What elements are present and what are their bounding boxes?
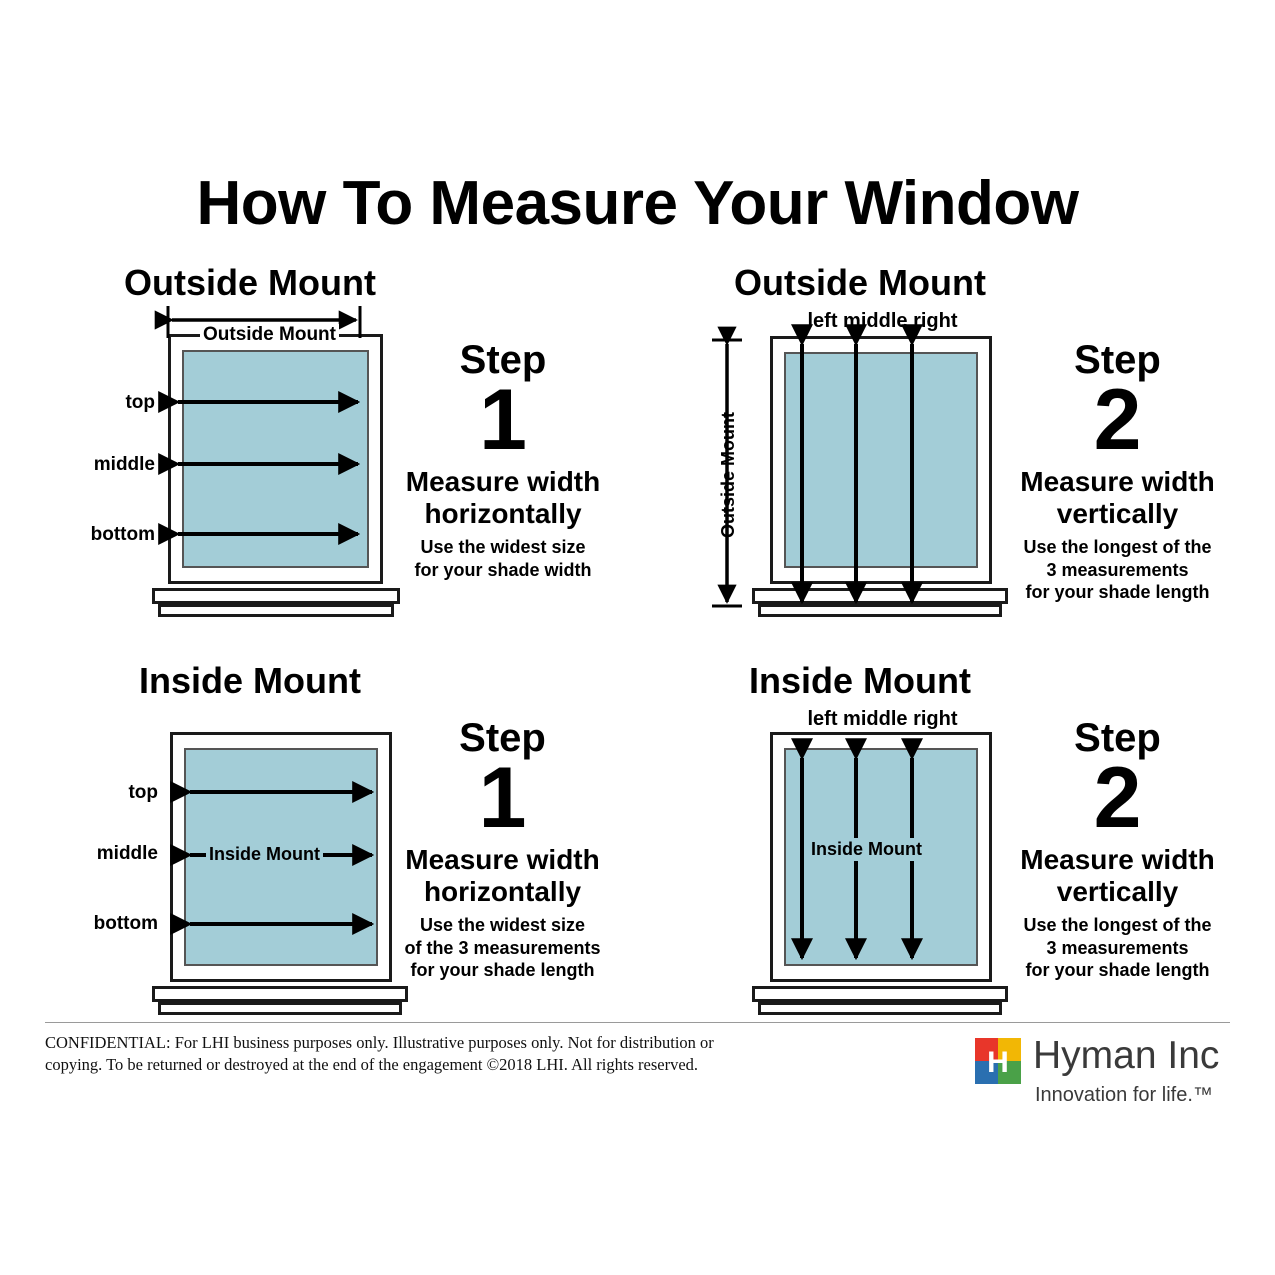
step-note-line2: of the 3 measurements <box>404 937 601 958</box>
page-title: How To Measure Your Window <box>196 169 1079 238</box>
step-word: Step <box>459 338 547 382</box>
caption-outside-step2 <box>985 340 1250 604</box>
inside-mount-dimension-label: Inside Mount <box>808 838 925 861</box>
step-note-line1: Use the widest size <box>420 537 586 558</box>
panel-inside-step2-heading: Inside Mount <box>749 660 971 701</box>
company-tagline: Innovation for life.™ <box>1035 1084 1213 1106</box>
panel-outside-step1-heading: Outside Mount <box>124 262 376 303</box>
step-instruction-line1: Measure width <box>1020 465 1215 497</box>
step-number: 2 <box>1093 750 1142 846</box>
step-instruction-line1: Measure width <box>1020 843 1215 875</box>
outside-mount-dimension-label: Outside Mount <box>200 324 339 346</box>
step-instruction-line2: horizontally <box>424 497 582 529</box>
column-labels: left middle right <box>807 310 958 332</box>
outside-mount-dimension-label: Outside Mount <box>718 412 738 538</box>
hyman-logo-icon <box>975 1038 1021 1084</box>
step-instruction-line1: Measure width <box>405 465 601 497</box>
step-note-line2: for your shade width <box>414 559 592 580</box>
step-instruction-line2: vertically <box>1056 875 1179 907</box>
row-label-top: top <box>128 782 158 803</box>
step-note-line1: Use the longest of the <box>1023 537 1212 558</box>
inside-mount-dimension-label: Inside Mount <box>206 843 323 866</box>
caption-inside-step2 <box>985 718 1250 982</box>
step-word: Step <box>1074 716 1161 760</box>
footer-line1: CONFIDENTIAL: For LHI business purposes only. Illustrative purposes only. Not for distribution or <box>45 1033 714 1052</box>
row-label-middle: middle <box>93 454 155 475</box>
company-logo <box>975 1036 1235 1116</box>
caption-outside-step1 <box>378 340 628 581</box>
panel-inside-step1 <box>60 660 620 1040</box>
panel-inside-step2 <box>660 660 1240 1040</box>
step-note-line2: 3 measurements <box>1046 559 1189 580</box>
company-name: Hyman Inc <box>1033 1034 1220 1077</box>
step-note-line1: Use the widest size <box>419 915 586 936</box>
caption-inside-step1 <box>375 718 630 982</box>
step-number: 1 <box>479 372 527 468</box>
footer-divider <box>45 1022 1230 1023</box>
step-note-line2: 3 measurements <box>1046 937 1189 958</box>
step-note-line3: for your shade length <box>1025 960 1210 981</box>
panel-outside-step2-heading: Outside Mount <box>734 262 986 303</box>
step-word: Step <box>459 716 546 760</box>
svg-text:H: H <box>987 1046 1009 1079</box>
step-number: 1 <box>478 750 527 846</box>
step-number: 2 <box>1093 372 1142 468</box>
row-label-bottom: bottom <box>90 524 155 545</box>
panel-outside-step1 <box>60 262 620 642</box>
row-label-top: top <box>125 392 155 413</box>
column-labels: left middle right <box>807 708 958 730</box>
confidential-footer <box>45 1032 745 1076</box>
step-word: Step <box>1074 338 1161 382</box>
footer-line2: copying. To be returned or destroyed at the end of the engagement ©2018 LHI. All rights reserved. <box>45 1054 699 1074</box>
step-note-line3: for your shade length <box>410 960 595 981</box>
row-label-middle: middle <box>96 843 158 864</box>
row-label-bottom: bottom <box>93 913 158 934</box>
step-instruction-line2: vertically <box>1056 497 1179 529</box>
step-instruction-line2: horizontally <box>423 875 582 907</box>
panel-inside-step1-heading: Inside Mount <box>139 660 361 701</box>
panel-outside-step2 <box>660 262 1240 642</box>
step-note-line1: Use the longest of the <box>1023 915 1212 936</box>
step-note-line3: for your shade length <box>1025 582 1210 603</box>
step-instruction-line1: Measure width <box>405 843 600 875</box>
